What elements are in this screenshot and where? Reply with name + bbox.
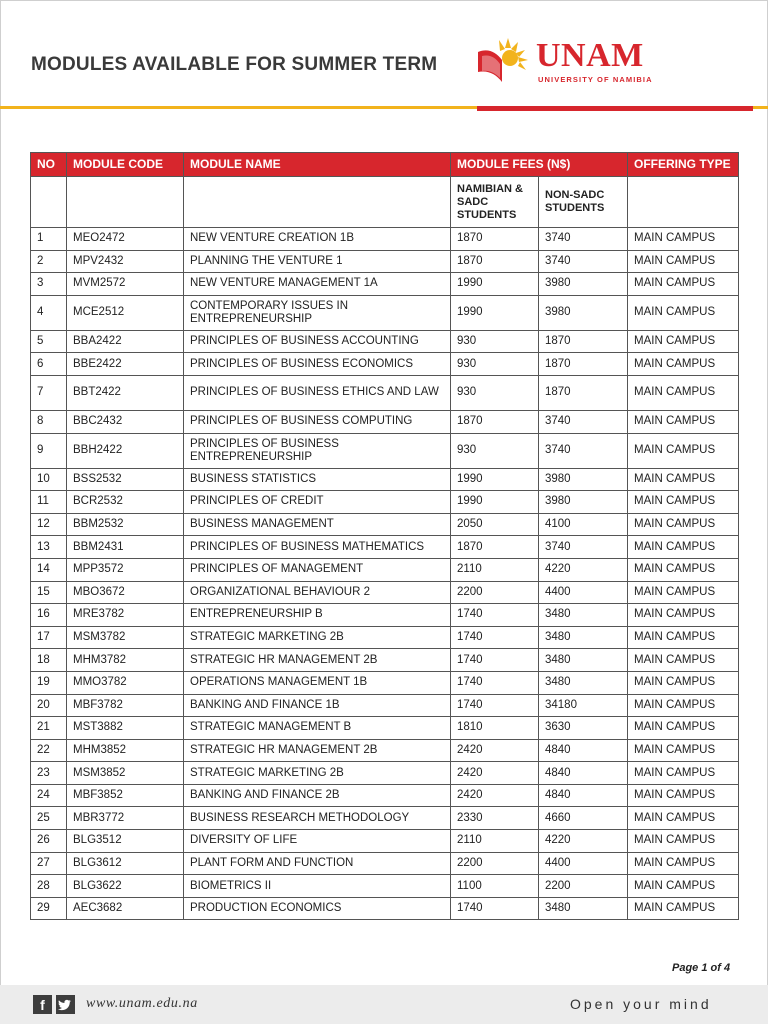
cell-fee-namibian: 1740 xyxy=(451,649,539,672)
cell-no: 18 xyxy=(31,649,67,672)
cell-fee-non-sadc: 4400 xyxy=(539,581,628,604)
cell-module-code: MBF3782 xyxy=(67,694,184,717)
cell-fee-namibian: 2420 xyxy=(451,739,539,762)
cell-fee-namibian: 1740 xyxy=(451,897,539,920)
cell-offering-type: MAIN CAMPUS xyxy=(628,875,739,898)
cell-no: 14 xyxy=(31,558,67,581)
cell-offering-type: MAIN CAMPUS xyxy=(628,717,739,740)
table-body xyxy=(31,228,739,920)
cell-no: 11 xyxy=(31,491,67,514)
unam-logo-mark-icon xyxy=(474,36,530,84)
cell-fee-namibian: 930 xyxy=(451,433,539,468)
cell-offering-type: MAIN CAMPUS xyxy=(628,784,739,807)
cell-fee-non-sadc: 3740 xyxy=(539,228,628,251)
page-number: Page 1 of 4 xyxy=(672,962,731,974)
modules-table xyxy=(30,152,739,920)
twitter-bird-icon xyxy=(56,995,75,1014)
header-rule-red xyxy=(477,106,753,111)
cell-fee-non-sadc: 4840 xyxy=(539,739,628,762)
cell-no: 15 xyxy=(31,581,67,604)
cell-module-name: PRINCIPLES OF BUSINESS ECONOMICS xyxy=(184,353,451,376)
table-row xyxy=(31,739,739,762)
cell-fee-non-sadc: 3740 xyxy=(539,250,628,273)
table-row xyxy=(31,433,739,468)
cell-no: 26 xyxy=(31,830,67,853)
cell-fee-namibian: 1100 xyxy=(451,875,539,898)
cell-module-code: BBC2432 xyxy=(67,410,184,433)
table-row xyxy=(31,626,739,649)
table-row xyxy=(31,694,739,717)
cell-no: 25 xyxy=(31,807,67,830)
cell-no: 9 xyxy=(31,433,67,468)
table-row xyxy=(31,536,739,559)
cell-fee-namibian: 1870 xyxy=(451,250,539,273)
cell-module-name: BANKING AND FINANCE 1B xyxy=(184,694,451,717)
cell-fee-non-sadc: 3740 xyxy=(539,536,628,559)
cell-module-name: NEW VENTURE CREATION 1B xyxy=(184,228,451,251)
cell-module-code: MBF3852 xyxy=(67,784,184,807)
cell-fee-namibian: 2200 xyxy=(451,852,539,875)
cell-fee-non-sadc: 34180 xyxy=(539,694,628,717)
cell-no: 2 xyxy=(31,250,67,273)
table-row xyxy=(31,468,739,491)
cell-module-name: BIOMETRICS II xyxy=(184,875,451,898)
cell-offering-type: MAIN CAMPUS xyxy=(628,762,739,785)
cell-no: 22 xyxy=(31,739,67,762)
cell-fee-non-sadc: 4100 xyxy=(539,513,628,536)
table-row xyxy=(31,717,739,740)
cell-module-code: MBO3672 xyxy=(67,581,184,604)
cell-offering-type: MAIN CAMPUS xyxy=(628,513,739,536)
cell-offering-type: MAIN CAMPUS xyxy=(628,558,739,581)
cell-fee-namibian: 2110 xyxy=(451,830,539,853)
table-header-row xyxy=(31,153,739,177)
cell-module-name: NEW VENTURE MANAGEMENT 1A xyxy=(184,273,451,296)
col-header-offering-type: OFFERING TYPE xyxy=(628,153,739,177)
cell-fee-non-sadc: 3480 xyxy=(539,604,628,627)
cell-module-name: DIVERSITY OF LIFE xyxy=(184,830,451,853)
cell-module-name: OPERATIONS MANAGEMENT 1B xyxy=(184,671,451,694)
cell-module-code: MHM3782 xyxy=(67,649,184,672)
table-row xyxy=(31,491,739,514)
logo-subtitle: UNIVERSITY OF NAMIBIA xyxy=(538,75,653,84)
cell-module-name: STRATEGIC HR MANAGEMENT 2B xyxy=(184,739,451,762)
cell-fee-non-sadc: 3480 xyxy=(539,626,628,649)
cell-offering-type: MAIN CAMPUS xyxy=(628,295,739,330)
cell-fee-non-sadc: 1870 xyxy=(539,330,628,353)
cell-fee-non-sadc: 3980 xyxy=(539,468,628,491)
cell-module-code: BBH2422 xyxy=(67,433,184,468)
cell-offering-type: MAIN CAMPUS xyxy=(628,491,739,514)
cell-fee-non-sadc: 4840 xyxy=(539,784,628,807)
cell-fee-namibian: 930 xyxy=(451,375,539,410)
table-subheader-row xyxy=(31,177,739,228)
table-row xyxy=(31,375,739,410)
table-row xyxy=(31,852,739,875)
cell-module-name: STRATEGIC MANAGEMENT B xyxy=(184,717,451,740)
cell-no: 5 xyxy=(31,330,67,353)
cell-module-code: MHM3852 xyxy=(67,739,184,762)
footer-slogan: Open your mind xyxy=(570,996,712,1012)
facebook-icon[interactable]: f xyxy=(33,995,52,1014)
cell-offering-type: MAIN CAMPUS xyxy=(628,250,739,273)
cell-fee-namibian: 1990 xyxy=(451,273,539,296)
cell-fee-non-sadc: 3480 xyxy=(539,671,628,694)
table-row xyxy=(31,353,739,376)
cell-module-code: BLG3622 xyxy=(67,875,184,898)
cell-no: 13 xyxy=(31,536,67,559)
cell-no: 1 xyxy=(31,228,67,251)
cell-no: 23 xyxy=(31,762,67,785)
cell-module-name: STRATEGIC MARKETING 2B xyxy=(184,762,451,785)
cell-offering-type: MAIN CAMPUS xyxy=(628,581,739,604)
cell-offering-type: MAIN CAMPUS xyxy=(628,830,739,853)
cell-offering-type: MAIN CAMPUS xyxy=(628,649,739,672)
cell-module-code: MST3882 xyxy=(67,717,184,740)
cell-fee-namibian: 2420 xyxy=(451,784,539,807)
col-header-module-name: MODULE NAME xyxy=(184,153,451,177)
cell-no: 10 xyxy=(31,468,67,491)
cell-no: 21 xyxy=(31,717,67,740)
cell-no: 12 xyxy=(31,513,67,536)
unam-logo xyxy=(474,36,674,86)
cell-module-code: AEC3682 xyxy=(67,897,184,920)
cell-module-name: PRINCIPLES OF BUSINESS ETHICS AND LAW xyxy=(184,375,451,410)
cell-module-name: STRATEGIC MARKETING 2B xyxy=(184,626,451,649)
cell-module-name: PLANT FORM AND FUNCTION xyxy=(184,852,451,875)
cell-module-code: MEO2472 xyxy=(67,228,184,251)
col-header-module-fees: MODULE FEES (N$) xyxy=(451,153,628,177)
cell-module-code: BBE2422 xyxy=(67,353,184,376)
cell-fee-non-sadc: 3980 xyxy=(539,273,628,296)
cell-offering-type: MAIN CAMPUS xyxy=(628,468,739,491)
cell-fee-non-sadc: 3480 xyxy=(539,897,628,920)
cell-module-name: PRINCIPLES OF CREDIT xyxy=(184,491,451,514)
cell-module-name: PRINCIPLES OF BUSINESS ENTREPRENEURSHIP xyxy=(184,433,451,468)
cell-fee-non-sadc: 4660 xyxy=(539,807,628,830)
subheader-fee-namibian: NAMIBIAN & SADC STUDENTS xyxy=(451,177,539,228)
cell-no: 29 xyxy=(31,897,67,920)
cell-fee-non-sadc: 2200 xyxy=(539,875,628,898)
cell-module-name: BUSINESS RESEARCH METHODOLOGY xyxy=(184,807,451,830)
cell-offering-type: MAIN CAMPUS xyxy=(628,273,739,296)
cell-module-code: MMO3782 xyxy=(67,671,184,694)
cell-offering-type: MAIN CAMPUS xyxy=(628,536,739,559)
cell-fee-non-sadc: 3480 xyxy=(539,649,628,672)
cell-module-code: BBM2532 xyxy=(67,513,184,536)
col-header-module-code: MODULE CODE xyxy=(67,153,184,177)
cell-module-name: CONTEMPORARY ISSUES IN ENTREPRENEURSHIP xyxy=(184,295,451,330)
cell-fee-non-sadc: 3980 xyxy=(539,295,628,330)
cell-no: 28 xyxy=(31,875,67,898)
cell-fee-namibian: 1990 xyxy=(451,468,539,491)
cell-no: 20 xyxy=(31,694,67,717)
cell-fee-namibian: 1740 xyxy=(451,626,539,649)
cell-no: 17 xyxy=(31,626,67,649)
cell-module-code: MPV2432 xyxy=(67,250,184,273)
cell-offering-type: MAIN CAMPUS xyxy=(628,375,739,410)
twitter-icon[interactable] xyxy=(56,995,75,1014)
cell-no: 8 xyxy=(31,410,67,433)
cell-offering-type: MAIN CAMPUS xyxy=(628,604,739,627)
cell-module-name: ORGANIZATIONAL BEHAVIOUR 2 xyxy=(184,581,451,604)
subheader-empty-offering xyxy=(628,177,739,228)
cell-module-code: BLG3612 xyxy=(67,852,184,875)
cell-fee-namibian: 1740 xyxy=(451,694,539,717)
cell-offering-type: MAIN CAMPUS xyxy=(628,807,739,830)
subheader-fee-non-sadc: NON-SADC STUDENTS xyxy=(539,177,628,228)
cell-module-name: PRINCIPLES OF BUSINESS COMPUTING xyxy=(184,410,451,433)
cell-fee-namibian: 2110 xyxy=(451,558,539,581)
cell-offering-type: MAIN CAMPUS xyxy=(628,897,739,920)
cell-offering-type: MAIN CAMPUS xyxy=(628,626,739,649)
subheader-empty-code xyxy=(67,177,184,228)
cell-module-code: MVM2572 xyxy=(67,273,184,296)
table-row xyxy=(31,784,739,807)
cell-module-name: PRINCIPLES OF MANAGEMENT xyxy=(184,558,451,581)
table-row xyxy=(31,228,739,251)
cell-module-code: MPP3572 xyxy=(67,558,184,581)
cell-fee-namibian: 2420 xyxy=(451,762,539,785)
table-row xyxy=(31,250,739,273)
cell-module-name: PRODUCTION ECONOMICS xyxy=(184,897,451,920)
social-links xyxy=(33,995,75,1014)
table-row xyxy=(31,875,739,898)
cell-fee-namibian: 2330 xyxy=(451,807,539,830)
cell-fee-namibian: 1810 xyxy=(451,717,539,740)
table-row xyxy=(31,671,739,694)
cell-module-name: BUSINESS MANAGEMENT xyxy=(184,513,451,536)
cell-module-code: BBA2422 xyxy=(67,330,184,353)
cell-module-code: BCR2532 xyxy=(67,491,184,514)
cell-module-code: MBR3772 xyxy=(67,807,184,830)
table-row xyxy=(31,295,739,330)
cell-offering-type: MAIN CAMPUS xyxy=(628,330,739,353)
cell-module-code: MSM3782 xyxy=(67,626,184,649)
subheader-empty-name xyxy=(184,177,451,228)
cell-fee-non-sadc: 4220 xyxy=(539,558,628,581)
table-row xyxy=(31,410,739,433)
table-row xyxy=(31,830,739,853)
cell-no: 7 xyxy=(31,375,67,410)
cell-fee-non-sadc: 3740 xyxy=(539,410,628,433)
cell-fee-namibian: 1990 xyxy=(451,295,539,330)
cell-fee-namibian: 1870 xyxy=(451,536,539,559)
cell-module-code: BSS2532 xyxy=(67,468,184,491)
cell-no: 4 xyxy=(31,295,67,330)
table-row xyxy=(31,581,739,604)
cell-no: 6 xyxy=(31,353,67,376)
cell-module-code: MRE3782 xyxy=(67,604,184,627)
table-row xyxy=(31,649,739,672)
cell-module-code: BBT2422 xyxy=(67,375,184,410)
cell-fee-non-sadc: 4840 xyxy=(539,762,628,785)
cell-fee-namibian: 1990 xyxy=(451,491,539,514)
cell-module-name: BUSINESS STATISTICS xyxy=(184,468,451,491)
cell-no: 27 xyxy=(31,852,67,875)
cell-fee-non-sadc: 4400 xyxy=(539,852,628,875)
cell-module-name: PRINCIPLES OF BUSINESS ACCOUNTING xyxy=(184,330,451,353)
cell-offering-type: MAIN CAMPUS xyxy=(628,353,739,376)
table-row xyxy=(31,513,739,536)
table-row xyxy=(31,604,739,627)
cell-offering-type: MAIN CAMPUS xyxy=(628,433,739,468)
cell-fee-non-sadc: 4220 xyxy=(539,830,628,853)
page-title: MODULES AVAILABLE FOR SUMMER TERM xyxy=(31,54,438,75)
cell-module-name: PRINCIPLES OF BUSINESS MATHEMATICS xyxy=(184,536,451,559)
table-row xyxy=(31,330,739,353)
table-row xyxy=(31,807,739,830)
cell-module-code: BBM2431 xyxy=(67,536,184,559)
cell-offering-type: MAIN CAMPUS xyxy=(628,694,739,717)
cell-module-name: STRATEGIC HR MANAGEMENT 2B xyxy=(184,649,451,672)
cell-fee-namibian: 930 xyxy=(451,353,539,376)
cell-fee-non-sadc: 1870 xyxy=(539,353,628,376)
cell-module-code: MSM3852 xyxy=(67,762,184,785)
footer-website-link[interactable]: www.unam.edu.na xyxy=(86,996,198,1011)
cell-no: 3 xyxy=(31,273,67,296)
cell-module-code: BLG3512 xyxy=(67,830,184,853)
cell-module-name: PLANNING THE VENTURE 1 xyxy=(184,250,451,273)
cell-fee-namibian: 2200 xyxy=(451,581,539,604)
cell-fee-namibian: 1740 xyxy=(451,604,539,627)
cell-fee-namibian: 930 xyxy=(451,330,539,353)
table-row xyxy=(31,558,739,581)
cell-fee-non-sadc: 3980 xyxy=(539,491,628,514)
table-row xyxy=(31,273,739,296)
cell-fee-namibian: 2050 xyxy=(451,513,539,536)
cell-offering-type: MAIN CAMPUS xyxy=(628,852,739,875)
cell-offering-type: MAIN CAMPUS xyxy=(628,228,739,251)
cell-module-name: ENTREPRENEURSHIP B xyxy=(184,604,451,627)
cell-fee-non-sadc: 3740 xyxy=(539,433,628,468)
cell-offering-type: MAIN CAMPUS xyxy=(628,410,739,433)
subheader-empty-no xyxy=(31,177,67,228)
cell-no: 24 xyxy=(31,784,67,807)
cell-fee-namibian: 1740 xyxy=(451,671,539,694)
cell-module-code: MCE2512 xyxy=(67,295,184,330)
table-row xyxy=(31,897,739,920)
cell-fee-namibian: 1870 xyxy=(451,410,539,433)
cell-no: 16 xyxy=(31,604,67,627)
cell-fee-non-sadc: 1870 xyxy=(539,375,628,410)
cell-no: 19 xyxy=(31,671,67,694)
cell-fee-non-sadc: 3630 xyxy=(539,717,628,740)
table-row xyxy=(31,762,739,785)
col-header-no: NO xyxy=(31,153,67,177)
cell-offering-type: MAIN CAMPUS xyxy=(628,739,739,762)
logo-wordmark: UNAM xyxy=(536,37,644,74)
cell-fee-namibian: 1870 xyxy=(451,228,539,251)
cell-offering-type: MAIN CAMPUS xyxy=(628,671,739,694)
cell-module-name: BANKING AND FINANCE 2B xyxy=(184,784,451,807)
